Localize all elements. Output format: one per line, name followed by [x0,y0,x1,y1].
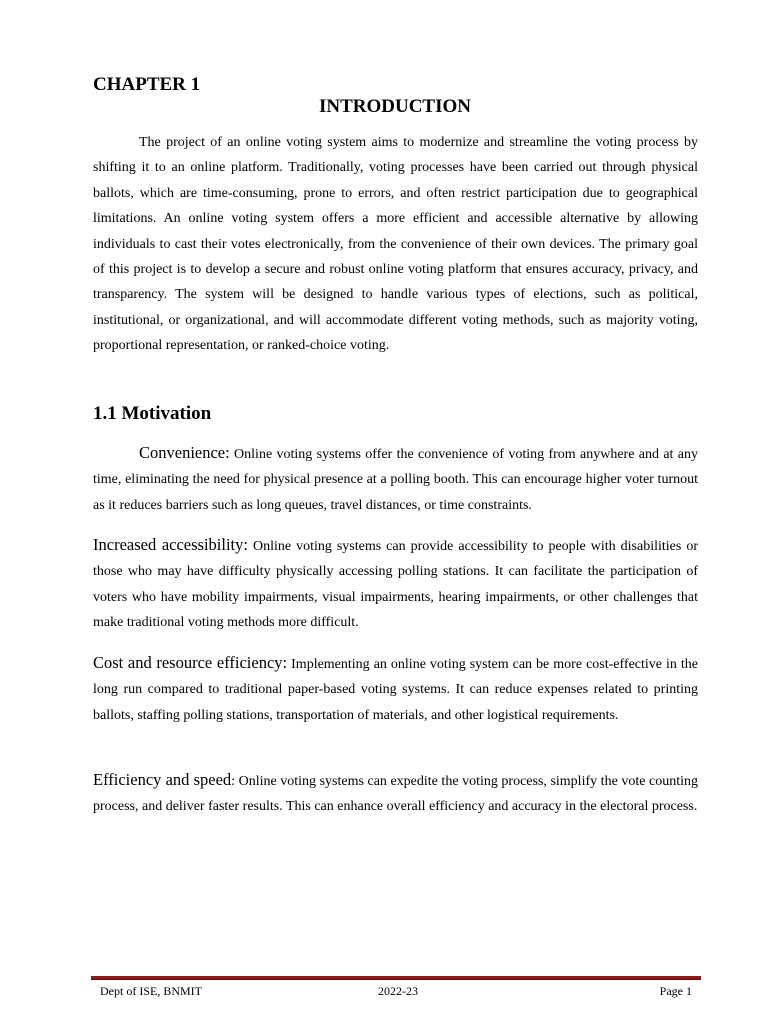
motivation-item-cost-efficiency [93,650,698,728]
motivation-lead: Convenience: [139,443,230,462]
section-heading-motivation: 1.1 Motivation [93,403,212,424]
page-footer [100,984,692,1000]
footer-department: Dept of ISE, BNMIT [100,984,202,998]
motivation-item-accessibility [93,532,698,636]
motivation-text: Implementing an online voting system can be more cost-effective in the long run compared to traditional paper-based voting systems. It can reduce expenses related to printing ballots, staffing polling stations, transportation of materials, and other logistical requirements. [93,657,699,723]
footer-page-number: Page 1 [659,984,692,998]
intro-paragraph: The project of an online voting system aims to modernize and streamline the voting process by shifting it to an online platform. Traditionally, voting processes have been carried out through physical ballots, which are time-consuming, prone to errors, and often restrict participation due to geographical limitations. An online voting system offers a more efficient and accessible alternative by allowing individuals to cast their votes electronically, from the convenience of their own devices. The primary goal of this project is to develop a secure and robust online voting platform that ensures accuracy, privacy, and transparency. The system will be designed to handle various types of elections, such as political, institutional, or organizational, and will accommodate different voting methods, such as majority voting, proportional representation, or ranked-choice voting. [93,135,698,354]
motivation-text: Online voting systems offer the convenience of voting from anywhere and at any time, eliminating the need for physical presence at a polling booth. This can encourage higher voter turnout as it reduces barriers such as long queues, travel distances, or time constraints. [93,447,698,513]
chapter-label: CHAPTER 1 [93,74,201,95]
motivation-item-efficiency-speed [93,767,698,820]
footer-year: 2022-23 [378,984,418,998]
chapter-title: INTRODUCTION [318,96,472,117]
motivation-lead: Increased accessibility: [93,535,248,554]
motivation-lead: Cost and resource efficiency: [93,653,288,672]
motivation-text: Online voting systems can provide accessibility to people with disabilities or those who may have difficulty physically accessing polling stations. It can facilitate the participation of voters who have mobility impairments, visual impairments, hearing impairments, or other challenges that make traditional voting methods more difficult. [93,539,698,631]
motivation-item-convenience [93,440,698,518]
footer-divider [91,976,701,980]
motivation-text: : Online voting systems can expedite the voting process, simplify the vote counting process, and deliver faster results. This can enhance overall efficiency and accuracy in the electoral process. [93,774,698,815]
motivation-lead: Efficiency and speed [93,770,232,789]
